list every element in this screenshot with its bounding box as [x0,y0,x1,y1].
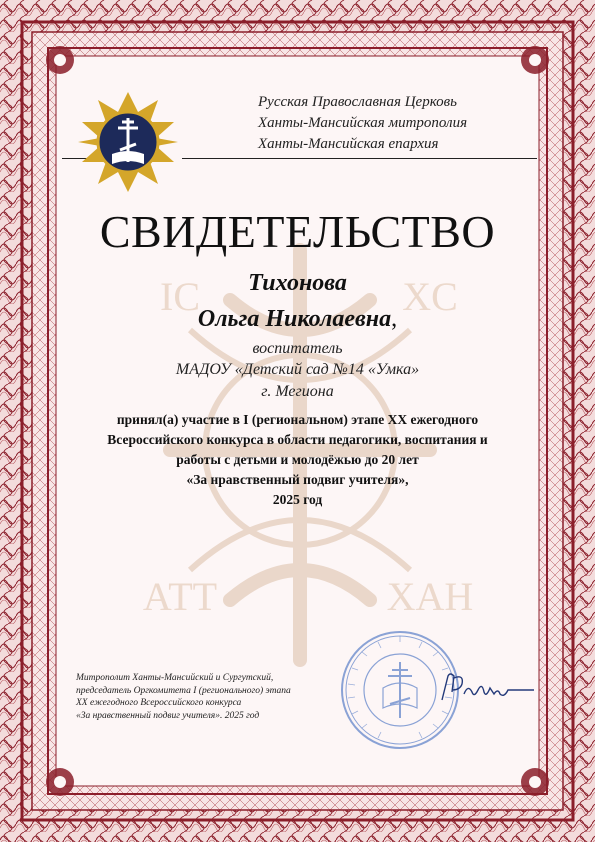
recipient-city: г. Мегиона [261,383,334,400]
org-eparchy: Ханты-Мансийская епархия [258,136,439,152]
organization-block [258,92,548,155]
body-line-4: «За нравственный подвиг учителя», [186,472,409,487]
certificate-title: СВИДЕТЕЛЬСТВО [99,206,496,257]
footer-line-3: XX ежегодного Всероссийского конкурса [76,698,242,708]
org-metropolis: Ханты-Мансийская митрополия [258,115,468,131]
recipient-surname: Тихонова [248,270,347,296]
participation-text [60,410,535,510]
watermark-att: АТТ [142,574,218,619]
footer-line-4: «За нравственный подвиг учителя». 2025 год [76,710,260,721]
signature-icon [438,670,538,710]
footer-line-1: Митрополит Ханты-Мансийский и Сургутский, [76,673,274,683]
org-church: Русская Православная Церковь [258,94,457,110]
body-line-1: принял(а) участие в I (региональном) этапе XX ежегодного [116,412,479,427]
orthodox-cross-logo-icon [78,92,178,192]
watermark-ic: IC [160,274,200,319]
recipient-given-names-line [0,306,595,333]
body-line-3: работы с детьми и молодёжью до 20 лет [176,452,419,467]
recipient-position: воспитатель [252,340,343,357]
signatory-block [76,672,346,722]
body-line-5: 2025 год [272,492,323,507]
footer-line-2: председатель Оргкомитета I (регионального) этапа [76,685,291,696]
header-divider-right [182,158,537,159]
body-line-2: Всероссийского конкурса в области педагогики, воспитания и [107,432,488,447]
recipient-institution: МАДОУ «Детский сад №14 «Умка» [175,361,420,378]
watermark-xc: XC [402,274,458,319]
recipient-given-names: Ольга Николаевна [197,306,392,332]
watermark-han: ХАН [386,574,474,619]
recipient-comma: , [391,306,398,332]
